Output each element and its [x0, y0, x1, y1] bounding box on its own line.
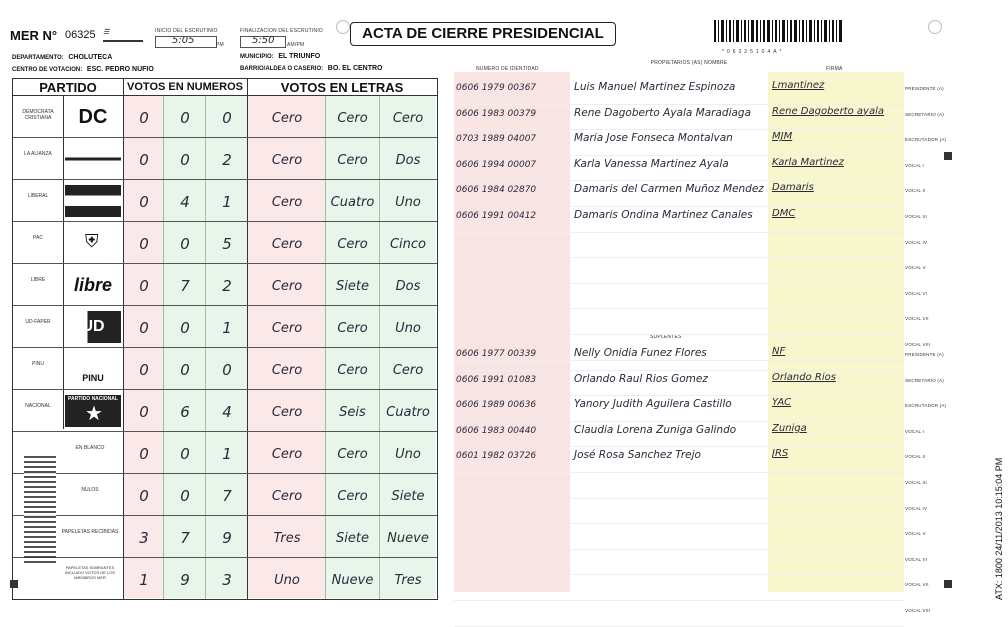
vote-word: Cero: [271, 237, 303, 252]
vote-row: [13, 475, 437, 517]
role-label: VOCAL IV: [905, 505, 928, 511]
vote-row: [13, 139, 437, 181]
vote-word: Uno: [395, 195, 421, 210]
vote-word: Dos: [395, 279, 421, 294]
member-id: 0606 1994 00007: [456, 159, 537, 170]
vote-digit: 4: [222, 403, 232, 421]
party-label: PAC: [33, 235, 43, 241]
member-row: [454, 257, 904, 284]
row-divider: [13, 305, 437, 306]
vote-word: Cero: [337, 111, 368, 126]
vote-digit: 0: [139, 151, 149, 169]
vote-word: Cero: [337, 237, 368, 252]
member-id: 0703 1989 04007: [456, 134, 537, 145]
vote-digit: 1: [139, 571, 149, 589]
row-divider: [13, 137, 437, 138]
role-label: VOCAL VIII: [905, 342, 931, 347]
col-letras-header: VOTOS EN LETRAS: [280, 80, 404, 95]
member-row: [454, 498, 904, 525]
vote-digit: 6: [180, 403, 190, 421]
departamento-line: [12, 54, 112, 61]
member-name: Yanory Judith Aguilera Castillo: [574, 398, 732, 411]
vote-word: Cero: [271, 405, 303, 420]
vote-row: [13, 181, 437, 223]
vote-digit: 0: [180, 319, 190, 337]
party-label: NACIONAL: [25, 403, 51, 409]
vote-digit: 7: [180, 277, 190, 295]
vote-row: [13, 265, 437, 307]
member-signature: Orlando Rios: [772, 371, 836, 383]
role-label: VOCAL V: [905, 531, 926, 537]
member-id: 0606 1979 00367: [456, 83, 537, 93]
party-label: PAPELETAS SOBRANTES INCLUIDO VOTOS DE LOS MIEMBROS MER: [65, 565, 115, 580]
col-numeros-header: VOTOS EN NUMEROS: [127, 81, 243, 93]
member-id: 0606 1991 01083: [456, 374, 537, 385]
libre-logo: libre: [73, 275, 112, 295]
fax-stamp: ATX: 1800 24/11/2013 10:15:04 PM: [994, 457, 1004, 600]
barrio-label: BARRIO/ALDEA O CASERIO:: [240, 66, 324, 72]
member-signature: Lmantinez: [772, 80, 825, 91]
vote-digit: 0: [180, 109, 190, 127]
inicio-box: [155, 36, 217, 48]
vote-word: Cero: [271, 195, 303, 210]
barrio-value: BO. EL CENTRO: [327, 65, 383, 72]
vote-word: Siete: [391, 489, 425, 504]
row-divider: [13, 515, 437, 516]
vote-word: Cuatro: [386, 405, 430, 420]
member-signature: MJM: [772, 131, 793, 143]
vote-word: Seis: [339, 405, 366, 420]
row-divider: [13, 557, 437, 558]
member-id: 0606 1984 02870: [456, 185, 537, 196]
role-label: VOCAL VI: [905, 556, 928, 562]
barcode-text: *06325104A*: [722, 49, 785, 55]
role-label: VOCAL VIII: [905, 608, 931, 613]
party-label: LIBRE: [30, 277, 46, 283]
vote-row: [13, 349, 437, 391]
member-row: [454, 395, 904, 422]
vote-digit: 1: [222, 193, 232, 211]
centro-value: ESC. PEDRO NUFIO: [86, 66, 154, 73]
member-id: 0606 1989 00636: [456, 400, 537, 411]
vote-word: Cero: [271, 321, 303, 336]
member-signature: DMC: [772, 208, 796, 219]
vote-digit: 0: [180, 361, 190, 379]
alianza-logo: [65, 143, 121, 175]
row-divider: [13, 263, 437, 264]
member-name: Nelly Onidia Funez Flores: [574, 347, 707, 359]
row-divider: [13, 389, 437, 390]
member-row: [454, 180, 904, 207]
member-row: [454, 421, 904, 448]
member-row: [454, 472, 904, 499]
col-nombre-header: PROPIETARIOS (AS) NOMBRE: [650, 60, 728, 66]
vote-word: Cero: [337, 489, 368, 504]
suplentes-header: SUPLENTES: [650, 334, 682, 340]
vote-digit: 0: [139, 445, 149, 463]
ballot-stack-icon: [24, 456, 56, 566]
member-name: José Rosa Sanchez Trejo: [574, 449, 701, 462]
member-name: Claudia Lorena Zuniga Galindo: [574, 423, 737, 436]
member-signature: Damaris: [772, 182, 814, 194]
member-row: [454, 78, 904, 105]
party-label: UD-FAPER: [25, 319, 51, 325]
star-icon: ★: [85, 403, 103, 425]
party-label: PAPELETAS RECIBIDAS: [61, 529, 119, 535]
vote-digit: 9: [180, 571, 190, 589]
party-label: PINU: [32, 361, 44, 367]
vote-word: Siete: [336, 279, 369, 294]
vote-digit: 0: [139, 109, 149, 127]
vote-digit: 0: [139, 319, 149, 337]
role-label: PRESIDENTE (A): [905, 86, 944, 91]
vote-word: Cero: [271, 447, 303, 462]
member-name: Luis Manuel Martinez Espinoza: [574, 81, 736, 93]
vote-digit: 7: [180, 529, 190, 547]
vote-digit: 2: [222, 151, 232, 169]
vote-word: Uno: [395, 447, 421, 462]
vote-word: Dos: [395, 153, 421, 168]
municipio-line: [240, 53, 320, 60]
liberal-logo: [65, 185, 121, 217]
document-title: ACTA DE CIERRE PRESIDENCIAL: [350, 22, 616, 46]
member-row: [454, 232, 904, 259]
vote-word: Cero: [271, 111, 303, 126]
member-row: [454, 129, 904, 156]
departamento-label: DEPARTAMENTO:: [12, 55, 64, 61]
member-row: [454, 600, 904, 627]
vote-word: Uno: [395, 321, 421, 336]
vote-digit: 7: [222, 487, 232, 505]
member-signature: Zuniga: [772, 422, 807, 434]
vote-table: [12, 78, 438, 600]
role-label: SECRETARIO (A): [905, 377, 944, 383]
barrio-line: [240, 65, 383, 72]
member-id: 0601 1982 03726: [456, 451, 537, 462]
vote-digit: 0: [139, 361, 149, 379]
member-name: Damaris del Carmen Muñoz Mendez: [574, 183, 764, 196]
pinu-logo: PINU: [82, 373, 104, 383]
nacional-logo: PARTIDO NACIONAL: [65, 395, 121, 427]
member-row: [454, 549, 904, 576]
vote-digit: 0: [139, 403, 149, 421]
role-label: VOCAL IV: [905, 239, 928, 245]
party-label: LA ALIANZA: [24, 151, 52, 157]
member-signature: NF: [772, 346, 786, 357]
vote-word: Cero: [271, 363, 303, 378]
party-label: NULOS: [81, 487, 99, 493]
top-hole: [336, 20, 350, 34]
top-hole-right: [928, 20, 942, 34]
vote-digit: 0: [139, 235, 149, 253]
col-identidad-header: NUMERO DE IDENTIDAD: [476, 66, 539, 72]
member-row: [454, 523, 904, 550]
members-panel: [454, 60, 904, 598]
vote-row: [13, 391, 437, 433]
party-label: DEMOCRATA CRISTIANA: [22, 109, 54, 121]
mer-label: MER N°: [10, 28, 58, 43]
member-signature: Karla Martinez: [772, 156, 844, 168]
vote-word: Nueve: [331, 573, 374, 588]
vote-digit: 0: [180, 151, 190, 169]
role-label: VOCAL III: [905, 480, 927, 485]
member-row: [454, 574, 904, 601]
barcode: [714, 20, 844, 48]
inicio-time: 5:05: [172, 35, 195, 46]
party-label: LIBERAL: [27, 193, 49, 199]
vote-word: Cero: [271, 279, 303, 294]
vote-row: [13, 223, 437, 265]
member-row: [454, 206, 904, 233]
dc-logo: DC: [78, 106, 108, 128]
vote-digit: 0: [222, 109, 232, 127]
member-name: Orlando Raul Rios Gomez: [574, 372, 708, 385]
vote-row: [13, 307, 437, 349]
role-label: VOCAL I: [905, 162, 924, 168]
divider: [13, 95, 437, 96]
col-firma-header: FIRMA: [826, 66, 843, 72]
ud-logo: UD: [65, 311, 121, 343]
vote-word: Cero: [392, 363, 424, 378]
role-label: SECRETARIO (A): [905, 111, 944, 117]
role-label: ESCRUTADOR (A): [905, 403, 947, 409]
member-row: [454, 283, 904, 310]
role-label: VOCAL III: [905, 214, 927, 219]
vote-digit: 0: [139, 277, 149, 295]
centro-line: [12, 66, 154, 73]
member-name: Rene Dagoberto Ayala Maradiaga: [574, 106, 752, 119]
row-divider: [13, 473, 437, 474]
role-label: VOCAL VII: [905, 316, 929, 322]
member-row: [454, 344, 904, 371]
vote-word: Tres: [273, 531, 301, 546]
finalizacion-suffix: AM/PM: [287, 42, 305, 48]
vote-digit: 3: [222, 571, 232, 589]
vote-row: [13, 433, 437, 475]
role-label: VOCAL V: [905, 265, 926, 271]
vote-word: Uno: [274, 573, 300, 588]
row-divider: [13, 221, 437, 222]
vote-word: Cinco: [389, 237, 427, 252]
vote-digit: 3: [139, 529, 149, 547]
corner-mark: [10, 580, 18, 588]
role-label: ESCRUTADOR (A): [905, 137, 947, 143]
vote-digit: 0: [180, 487, 190, 505]
member-row: [454, 104, 904, 131]
member-row: [454, 446, 904, 473]
member-name: Maria Jose Fonseca Montalvan: [574, 132, 733, 145]
member-id: 0606 1991 00412: [456, 211, 537, 221]
role-label: VOCAL I: [905, 428, 924, 434]
vote-word: Siete: [336, 531, 369, 546]
corner-mark: [944, 580, 952, 588]
vote-word: Tres: [394, 573, 422, 588]
member-name: Damaris Ondina Martinez Canales: [574, 209, 753, 221]
vote-word: Nueve: [387, 531, 429, 546]
vote-digit: 0: [222, 361, 232, 379]
vote-word: Cero: [271, 153, 303, 168]
vote-digit: 0: [139, 487, 149, 505]
mer-number: 06325: [65, 29, 96, 41]
vote-digit: 0: [180, 235, 190, 253]
member-row: [454, 370, 904, 397]
member-signature: JRS: [772, 448, 789, 460]
departamento-value: CHOLUTECA: [68, 54, 113, 61]
corner-mark: [944, 152, 952, 160]
role-label: VOCAL II: [905, 454, 926, 460]
vote-digit: 1: [222, 445, 232, 463]
role-label: VOCAL VI: [905, 290, 928, 296]
vote-digit: 1: [222, 319, 232, 337]
party-label: EN BLANCO: [75, 445, 105, 451]
member-id: 0606 1983 00379: [456, 108, 537, 119]
vote-digit: 0: [139, 193, 149, 211]
member-id: 0606 1977 00339: [456, 349, 537, 359]
shield-icon: ⛨: [85, 231, 99, 251]
vote-word: Cero: [337, 363, 368, 378]
vote-word: Cero: [337, 321, 368, 336]
centro-label: CENTRO DE VOTACION:: [12, 67, 83, 73]
vote-row: [13, 517, 437, 559]
finalizacion-label: FINALIZACION DEL ESCRUTINIO: [240, 28, 324, 34]
vote-digit: 4: [180, 193, 190, 211]
vote-word: Cero: [392, 111, 424, 126]
finalizacion-time: 5:50: [252, 35, 275, 46]
member-row: [454, 155, 904, 182]
vote-word: Cero: [337, 447, 368, 462]
vote-word: Cero: [271, 489, 303, 504]
member-signature: Rene Dagoberto ayala: [772, 105, 884, 117]
vote-row: [13, 559, 437, 601]
vote-digit: 9: [222, 529, 232, 547]
municipio-label: MUNICIPIO:: [240, 54, 274, 60]
vote-digit: 2: [222, 277, 232, 295]
member-name: Karla Vanessa Martinez Ayala: [574, 157, 729, 170]
inicio-label: INICIO DEL ESCRUTINIO: [155, 28, 218, 34]
municipio-value: EL TRIUNFO: [278, 53, 321, 60]
row-divider: [13, 347, 437, 348]
col-partido-header: PARTIDO: [39, 80, 97, 95]
vote-digit: 0: [180, 445, 190, 463]
role-label: PRESIDENTE (A): [905, 352, 944, 357]
vote-digit: 5: [222, 235, 232, 253]
role-label: VOCAL VII: [905, 582, 929, 588]
role-label: VOCAL II: [905, 188, 926, 194]
member-id: 0606 1983 00440: [456, 425, 537, 436]
member-row: [454, 308, 904, 335]
vote-word: Cuatro: [330, 195, 375, 210]
row-divider: [13, 431, 437, 432]
row-divider: [13, 179, 437, 180]
cne-logo: ☰: [103, 28, 143, 42]
member-signature: YAC: [772, 397, 792, 409]
vote-row: [13, 97, 437, 139]
inicio-suffix: PM: [216, 42, 224, 48]
vote-word: Cero: [337, 153, 368, 168]
